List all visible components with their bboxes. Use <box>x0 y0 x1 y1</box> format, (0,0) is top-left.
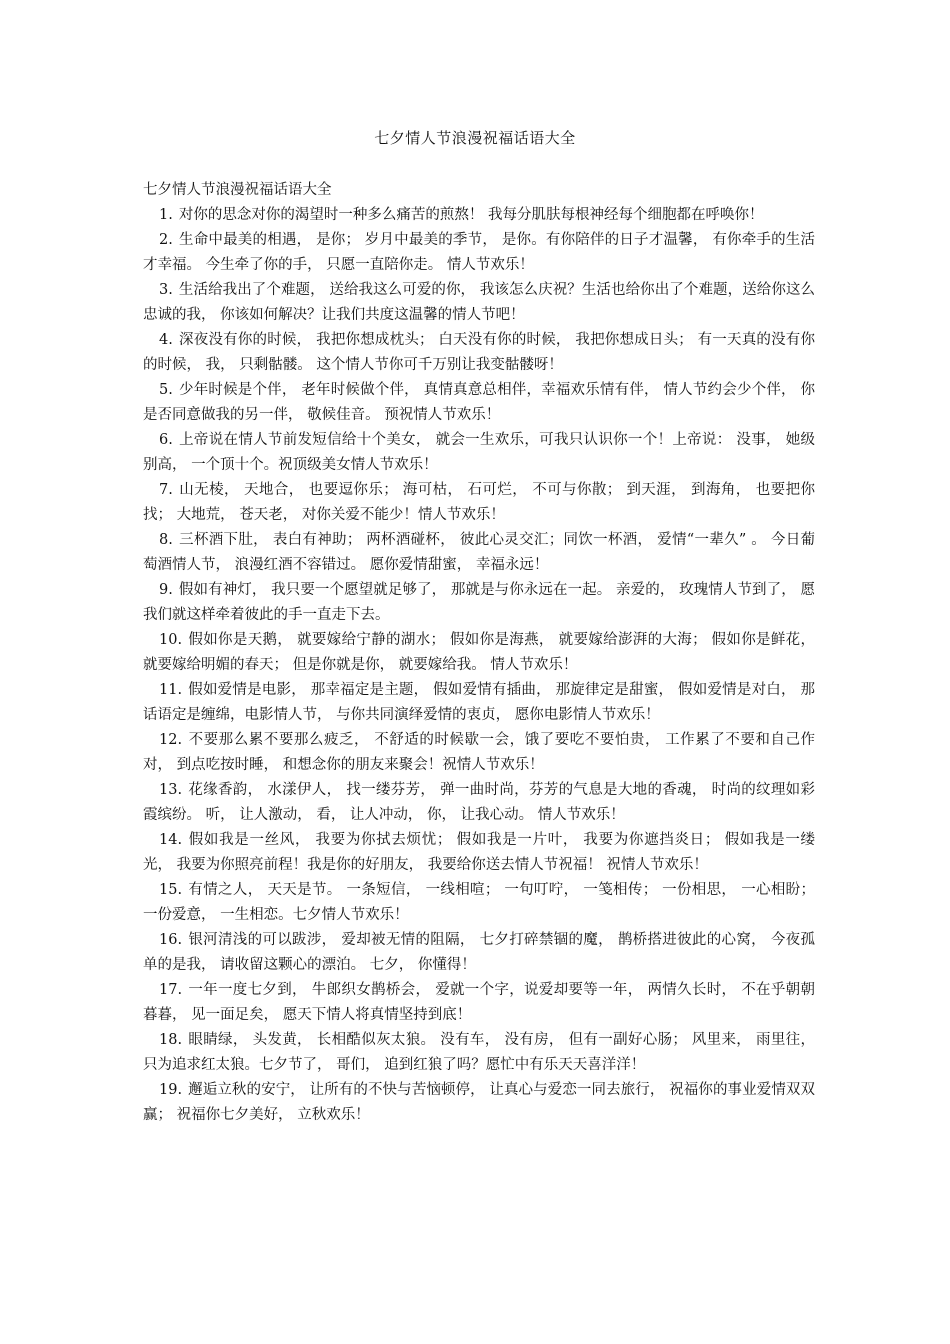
list-item <box>143 203 815 228</box>
list-item <box>143 628 815 678</box>
list-item <box>143 428 815 478</box>
list-item-text: 假如你是天鹅， 就要嫁给宁静的湖水； 假如你是海燕， 就要嫁给澎湃的大海； 假如你是鲜花， 就要嫁给明媚的春天； 但是你就是你， 就要嫁给我。 情人节欢乐！ <box>143 632 815 673</box>
list-item <box>143 778 815 828</box>
list-item <box>143 1078 815 1128</box>
list-item <box>143 828 815 878</box>
list-item-text: 一年一度七夕到， 牛郎织女鹊桥会， 爱就一个字，说爱却要等一年， 两情久长时， 不在乎朝朝暮暮， 见一面足矣， 愿天下情人将真情坚持到底！ <box>143 982 815 1023</box>
list-item-text: 三杯酒下肚， 表白有神助； 两杯酒碰杯， 彼此心灵交汇；同饮一杯酒， 爱情“一辈久” 。 今日葡萄酒情人节， 浪漫红酒不容错过。 愿你爱情甜蜜， 幸福永远！ <box>143 532 815 573</box>
list-item <box>143 478 815 528</box>
list-item-number: 16. <box>159 932 183 948</box>
list-item-number: 19. <box>159 1082 183 1098</box>
list-item-number: 11. <box>159 682 183 698</box>
list-item-text: 生活给我出了个难题， 送给我这么可爱的你， 我该怎么庆祝？生活也给你出了个难题，送给你这么忠诚的我， 你该如何解决？让我们共度这温馨的情人节吧！ <box>143 282 815 323</box>
list-item-number: 3. <box>159 282 173 298</box>
list-item-number: 8. <box>159 532 173 548</box>
list-item-number: 7. <box>159 482 173 498</box>
list-item-number: 10. <box>159 632 183 648</box>
list-item-number: 12. <box>159 732 183 748</box>
list-item-text: 假如有神灯， 我只要一个愿望就足够了， 那就是与你永远在一起。 亲爱的， 玫瑰情人节到了， 愿我们就这样牵着彼此的手一直走下去。 <box>143 582 815 623</box>
list-item <box>143 928 815 978</box>
list-item <box>143 728 815 778</box>
list-item <box>143 328 815 378</box>
list-item-number: 4. <box>159 332 173 348</box>
list-item-number: 18. <box>159 1032 183 1048</box>
list-item <box>143 878 815 928</box>
list-item-number: 13. <box>159 782 183 798</box>
list-item <box>143 528 815 578</box>
list-item-text: 花缘香韵， 水漾伊人， 找一缕芬芳， 弹一曲时尚，芬芳的气息是大地的香魂， 时尚的纹理如彩霞缤纷。 听， 让人激动， 看， 让人冲动， 你， 让我心动。 情人节欢乐！ <box>143 782 815 823</box>
list-item-text: 生命中最美的相遇， 是你； 岁月中最美的季节， 是你。有你陪伴的日子才温馨， 有你牵手的生活才幸福。 今生牵了你的手， 只愿一直陪你走。 情人节欢乐！ <box>143 232 815 273</box>
list-item <box>143 278 815 328</box>
list-item-text: 深夜没有你的时候， 我把你想成枕头； 白天没有你的时候， 我把你想成日头； 有一天真的没有你的时候， 我， 只剩骷髅。 这个情人节你可千万别让我变骷髅呀！ <box>143 332 815 373</box>
list-item-text: 少年时候是个伴， 老年时候做个伴， 真情真意总相伴，幸福欢乐情有伴， 情人节约会少个伴， 你是否同意做我的另一伴， 敬候佳音。 预祝情人节欢乐！ <box>143 382 815 423</box>
list-item-text: 有情之人， 天天是节。 一条短信， 一线相喧； 一句叮咛， 一笺相传； 一份相思， 一心相盼； 一份爱意， 一生相恋。七夕情人节欢乐！ <box>143 882 815 923</box>
list-item <box>143 378 815 428</box>
document-title: 七夕情人节浪漫祝福话语大全 <box>374 129 576 147</box>
list-item-text: 银河清浅的可以跋涉， 爱却被无情的阻隔， 七夕打碎禁锢的魔， 鹊桥搭进彼此的心窝， 今夜孤单的是我， 请收留这颗心的漂泊。 七夕， 你懂得！ <box>143 932 815 973</box>
list-item-text: 假如爱情是电影， 那幸福定是主题， 假如爱情有插曲， 那旋律定是甜蜜， 假如爱情是对白， 那话语定是缠绵，电影情人节， 与你共同演绎爱情的衷贞， 愿你电影情人节欢乐！ <box>143 682 815 723</box>
list-item-number: 1. <box>159 207 173 223</box>
list-item-text: 眼睛绿， 头发黄， 长相酷似灰太狼。 没有车， 没有房， 但有一副好心肠； 风里来， 雨里往， 只为追求红太狼。七夕节了， 哥们， 追到红狼了吗？愿忙中有乐天天喜洋洋！ <box>143 1032 815 1073</box>
list-item <box>143 228 815 278</box>
list-item-number: 5. <box>159 382 173 398</box>
list-item-text: 山无棱， 天地合， 也要逗你乐； 海可枯， 石可烂， 不可与你散； 到天涯， 到海角， 也要把你找； 大地荒， 苍天老， 对你关爱不能少！情人节欢乐！ <box>143 482 815 523</box>
list-item-text: 不要那么累不要那么疲乏， 不舒适的时候歇一会，饿了要吃不要怕贵， 工作累了不要和自己作对， 到点吃按时睡， 和想念你的朋友来聚会！祝情人节欢乐！ <box>143 732 815 773</box>
list-item-number: 17. <box>159 982 183 998</box>
list-item-number: 2. <box>159 232 173 248</box>
document-subtitle: 七夕情人节浪漫祝福话语大全 <box>143 182 332 198</box>
list-item-text: 对你的思念对你的渴望时一种多么痛苦的煎熬！ 我每分肌肤每根神经每个细胞都在呼唤你！ <box>178 207 764 223</box>
list-item <box>143 1028 815 1078</box>
list-item <box>143 978 815 1028</box>
list-item <box>143 678 815 728</box>
list-item-text: 假如我是一丝风， 我要为你拭去烦忧； 假如我是一片叶， 我要为你遮挡炎日； 假如我是一缕光， 我要为你照亮前程！我是你的好朋友， 我要给你送去情人节祝福！ 祝情人节欢乐！ <box>143 832 815 873</box>
list-item-text: 邂逅立秋的安宁， 让所有的不快与苦恼顿停， 让真心与爱恋一同去旅行， 祝福你的事业爱情双双赢； 祝福你七夕美好， 立秋欢乐！ <box>143 1082 815 1123</box>
list-item-text: 上帝说在情人节前发短信给十个美女， 就会一生欢乐，可我只认识你一个！上帝说： 没事， 她级别高， 一个顶十个。祝顶级美女情人节欢乐！ <box>143 432 815 473</box>
blessing-list <box>143 203 815 1128</box>
list-item-number: 15. <box>159 882 183 898</box>
document-body <box>143 178 815 1128</box>
list-item-number: 9. <box>159 582 173 598</box>
list-item-number: 14. <box>159 832 183 848</box>
list-item-number: 6. <box>159 432 173 448</box>
list-item <box>143 578 815 628</box>
